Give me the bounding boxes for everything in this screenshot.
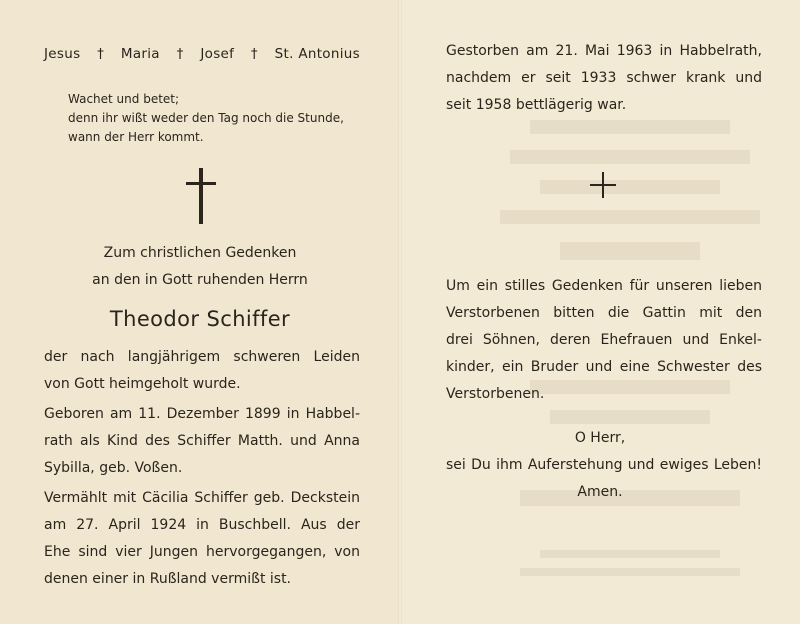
text-line: Verstorbenen bitten die Gattin mit den	[446, 305, 762, 321]
text-line: Sybilla, geb. Voßen.	[44, 460, 183, 476]
cross-icon	[186, 168, 216, 224]
small-cross-icon	[590, 172, 616, 198]
text-line: rath als Kind des Schiffer Matth. und Anna	[44, 433, 360, 449]
invocation-josef: Josef	[200, 46, 235, 62]
text-line: Gestorben am 21. Mai 1963 in Habbelrath,	[446, 43, 762, 59]
text-line: der nach langjährigem schweren Leiden	[44, 349, 360, 365]
text-line: Geboren am 11. Dezember 1899 in Habbel-	[44, 406, 360, 422]
birth-paragraph	[44, 401, 360, 482]
text-line: denen einer in Rußland vermißt ist.	[44, 571, 292, 587]
prayer-line-1: O Herr,	[574, 430, 626, 446]
invocation-maria: Maria	[120, 46, 160, 62]
quote-line: wann der Herr kommt.	[68, 130, 204, 144]
death-paragraph	[446, 38, 762, 119]
text-line: am 27. April 1924 in Buschbell. Aus der	[44, 517, 360, 533]
text-line: Vermählt mit Cäcilia Schiffer geb. Deckstein	[44, 490, 360, 506]
prayer-line-3: Amen.	[577, 484, 623, 500]
text-line: von Gott heimgeholt wurde.	[44, 376, 241, 392]
invocation-jesus: Jesus	[44, 46, 81, 62]
scripture-quote	[68, 90, 378, 147]
dagger-2: †	[176, 46, 184, 62]
invocation-line	[44, 46, 360, 62]
deceased-name: Theodor Schiffer	[109, 307, 291, 331]
quote-line: denn ihr wißt weder den Tag noch die Stunde,	[68, 111, 344, 125]
quote-line: Wachet und betet;	[68, 92, 180, 106]
invocation-antonius: St. Antonius	[274, 46, 360, 62]
text-line: Ehe sind vier Jungen hervorgegangen, von	[44, 544, 360, 560]
remembrance-paragraph	[446, 273, 762, 408]
prayer-line-2: sei Du ihm Auferstehung und ewiges Leben!	[446, 457, 762, 473]
dagger-1: †	[97, 46, 105, 62]
dagger-3: †	[250, 46, 258, 62]
text-line: Um ein stilles Gedenken für unseren lieben	[446, 278, 762, 294]
text-line: seit 1958 bettlägerig war.	[446, 97, 627, 113]
text-line: Verstorbenen.	[446, 386, 545, 402]
marriage-paragraph	[44, 485, 360, 593]
memorial-line-2: an den in Gott ruhenden Herrn	[92, 272, 308, 288]
text-line: kinder, ein Bruder und eine Schwester des	[446, 359, 762, 375]
suffering-paragraph	[44, 344, 360, 398]
memorial-line-1: Zum christlichen Gedenken	[103, 245, 297, 261]
text-line: drei Söhnen, deren Ehefrauen und Enkel-	[446, 332, 762, 348]
text-line: nachdem er seit 1933 schwer krank und	[446, 70, 762, 86]
